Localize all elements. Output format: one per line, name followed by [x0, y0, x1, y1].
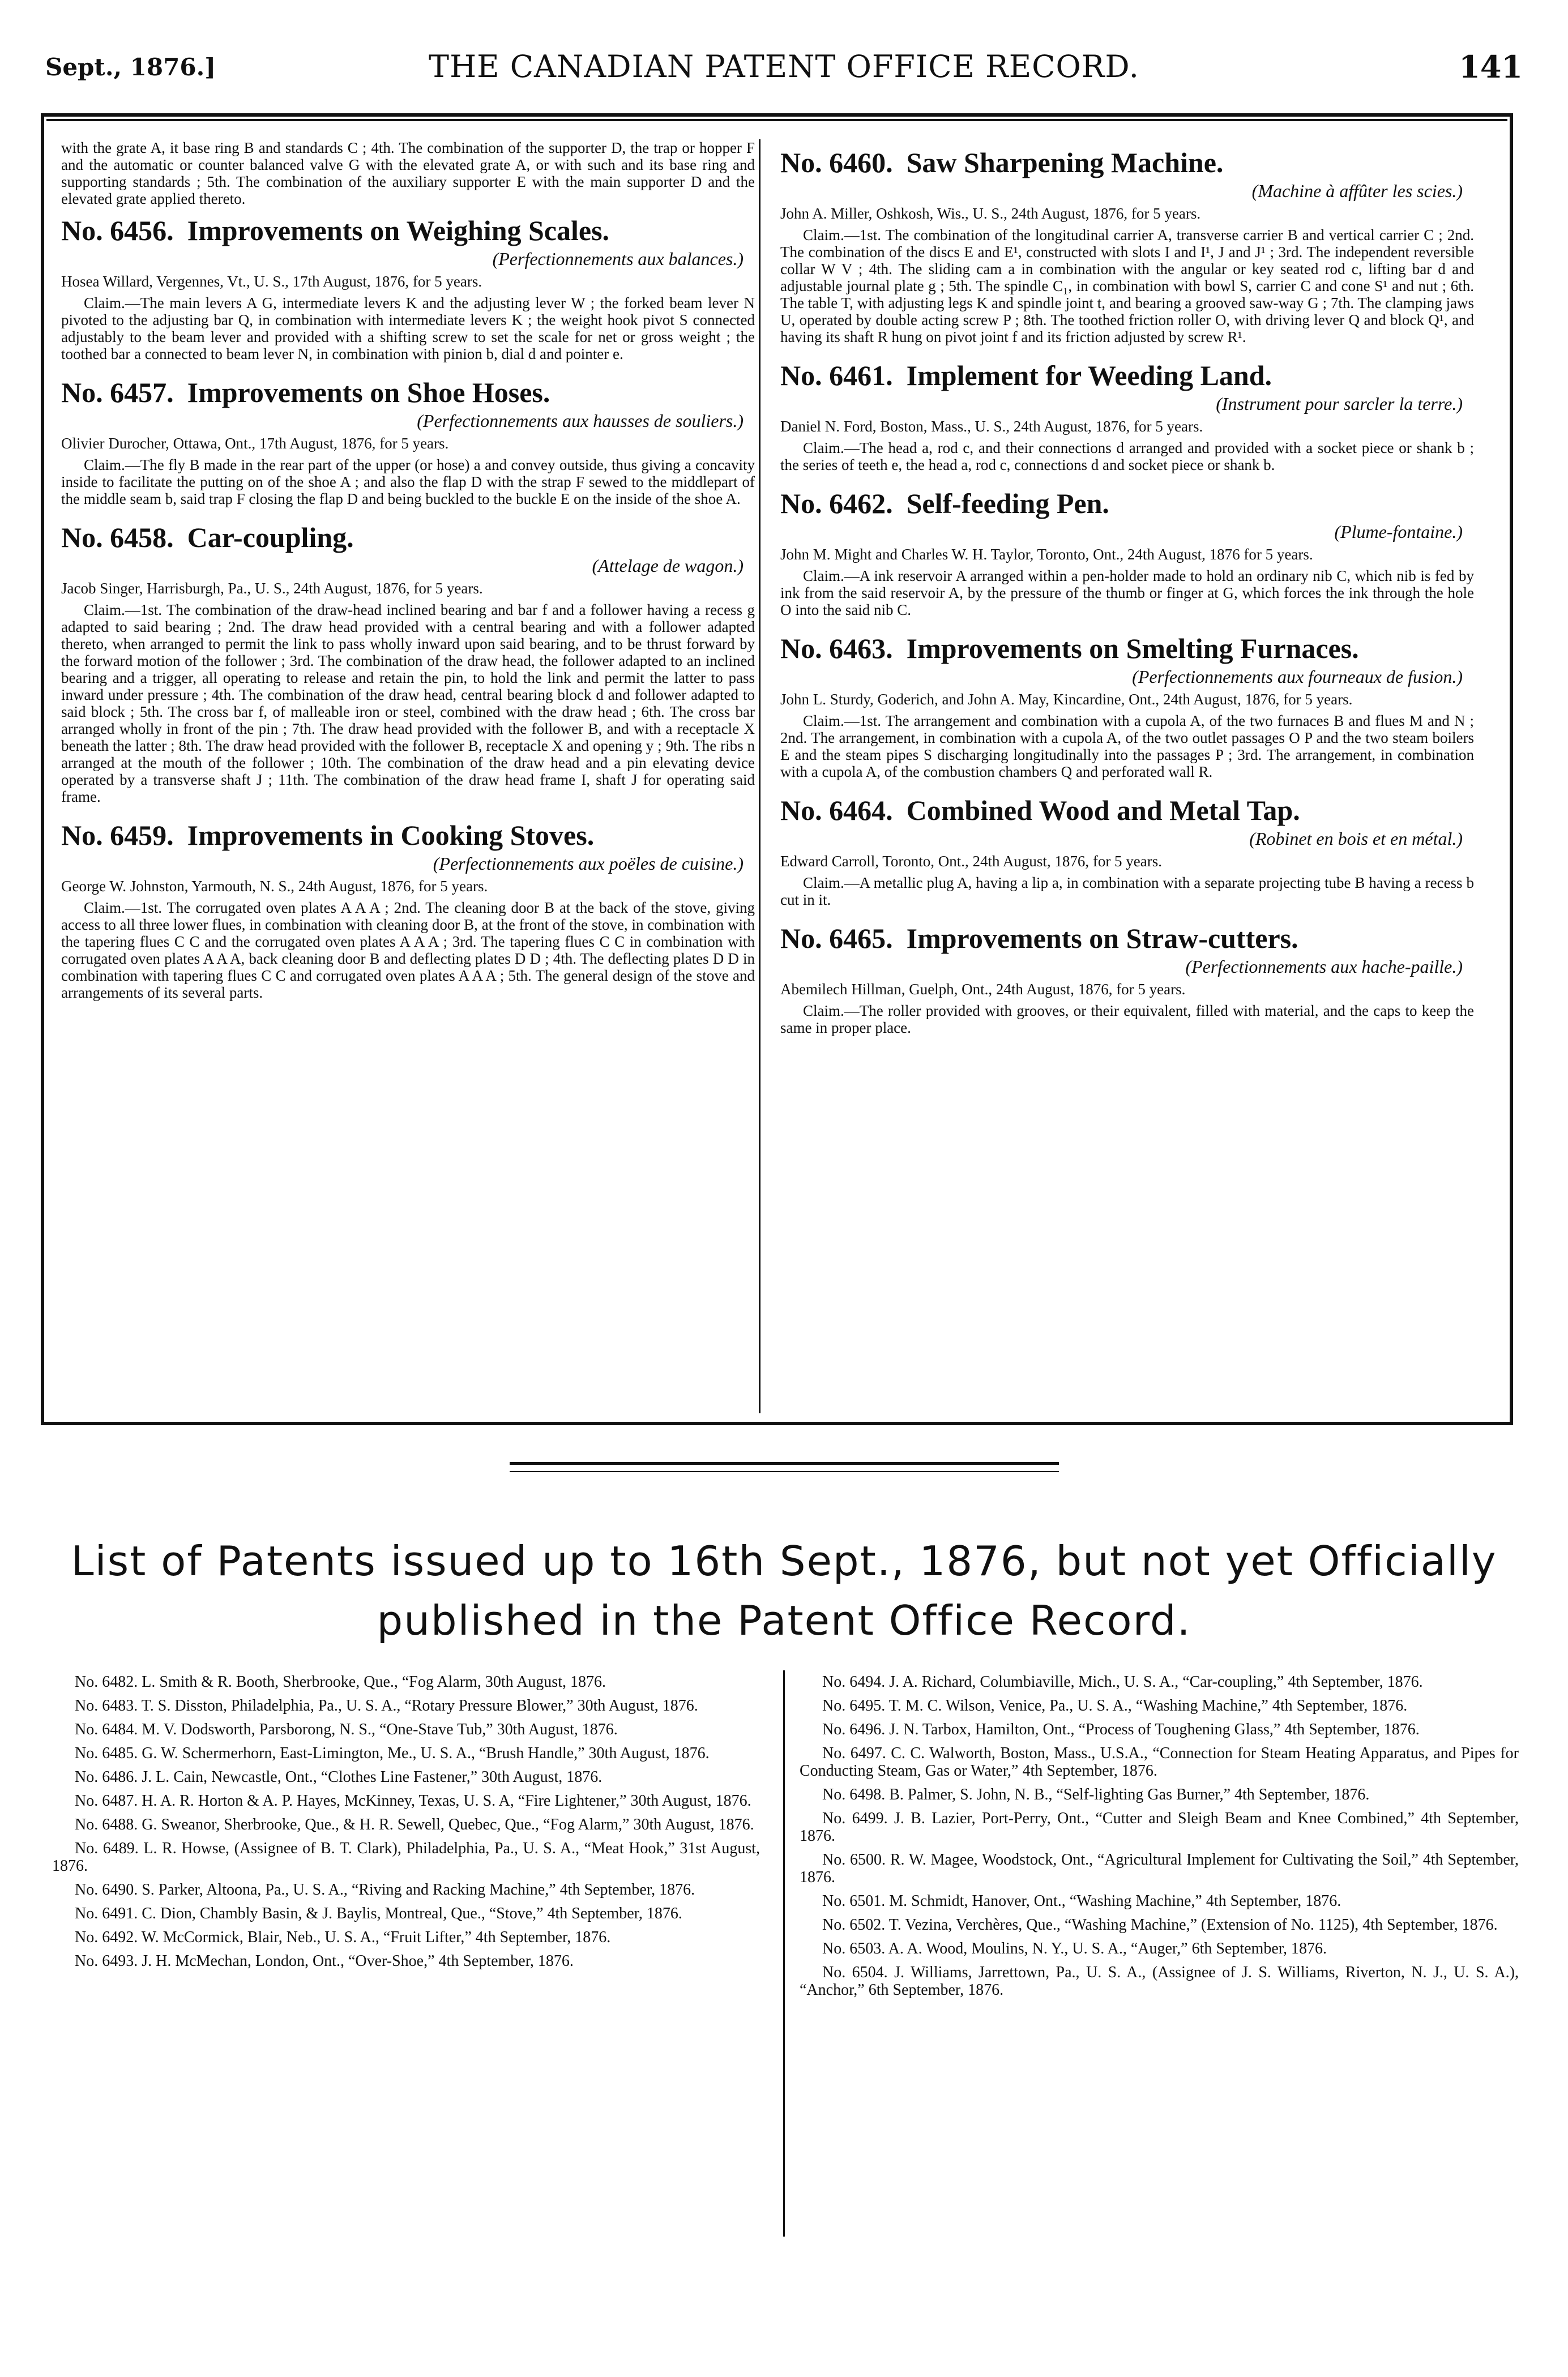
list-item: No. 6492. W. McCormick, Blair, Neb., U. S. A., “Fruit Lifter,” 4th September, 1876. — [75, 1929, 611, 1946]
patent-entry — [780, 631, 1474, 780]
patent-inventor: Edward Carroll, Toronto, Ont., 24th August, 1876, for 5 years. — [780, 853, 1163, 870]
list-column-divider — [783, 1670, 785, 2237]
patent-french-title: (Robinet en bois et en métal.) — [1249, 828, 1463, 849]
header-title: THE CANADIAN PATENT OFFICE RECORD. — [429, 49, 1139, 84]
patent-entry — [780, 921, 1474, 1036]
patent-heading — [780, 145, 1474, 180]
patent-heading — [780, 486, 1474, 521]
list-item: No. 6500. R. W. Magee, Woodstock, Ont., “Agricultural Implement for Cultivating the Soil,” 4th September, 1876. — [800, 1851, 1519, 1886]
patent-french-title: (Plume-fontaine.) — [1334, 521, 1463, 542]
patent-claim: Claim.—The main levers A G, intermediate levers K and the adjusting lever W ; the forked beam lever N pivoted to the adjusting bar Q, in combination with intermediate levers K ; the weight hook pivot S connected adjustably to the beam lever and provided with a shifting screw to set the scale for net or gross weight ; the toothed bar a connected to beam lever N, in combination with pinion b, dial d and pointer e. — [61, 294, 755, 362]
patent-claim: Claim.—1st. The combination of the draw-head inclined bearing and bar f and a follower having a recess g adapted to said bearing ; 2nd. The draw head provided with a central bearing and with a follower adapted thereto, when arranged to permit the link to pass wholly inward upon said bearing, and to be thrust forward by the forward motion of the follower ; 3rd. The combination of the draw head, the follower adapted to an inclined bearing and a trigger, all operating to release and retain the pin, to hold the link and permit the latter to pass inward under pressure ; 4th. The combination of the draw head, central bearing block d and follower adapted to said block ; 5th. The cross bar f, of malleable iron or steel, combined with the draw head ; 6th. The cross bar arranged wholly in front of the pin ; 7th. The draw head provided with the follower B, and with a receptacle X beneath the latter ; 8th. The draw head provided with the follower B, receptacle X and opening y ; 9th. The ribs n arranged at the mouth of the follower ; 10th. The combination of the draw head and a pin elevating device operated by a transverse shaft J ; 11th. The combination of the draw head frame I, shaft J for operating said frame. — [61, 601, 755, 805]
list-item: No. 6490. S. Parker, Altoona, Pa., U. S. A., “Riving and Racking Machine,” 4th September, 1876. — [75, 1881, 695, 1899]
list-item: No. 6483. T. S. Disston, Philadelphia, Pa., U. S. A., “Rotary Pressure Blower,” 30th August, 1876. — [75, 1697, 698, 1715]
list-item: No. 6504. J. Williams, Jarrettown, Pa., U. S. A., (Assignee of J. S. Williams, Riverton, N. J., U. S. A.), “Anchor,” 6th September, 1876. — [800, 1964, 1519, 1999]
patent-title: Improvements on Weighing Scales. — [187, 215, 610, 246]
list-item: No. 6498. B. Palmer, S. John, N. B., “Self-lighting Gas Burner,” 4th September, 1876. — [822, 1786, 1370, 1803]
patent-list-left — [52, 1673, 760, 1976]
patent-inventor: Daniel N. Ford, Boston, Mass., U. S., 24th August, 1876, for 5 years. — [780, 418, 1203, 435]
list-item: No. 6489. L. R. Howse, (Assignee of B. T. Clark), Philadelphia, Pa., U. S. A., “Meat Hook,” 31st August, 1876. — [52, 1840, 760, 1875]
list-item: No. 6488. G. Sweanor, Sherbrooke, Que., & H. R. Sewell, Quebec, Que., “Fog Alarm,” 30th August, 1876. — [75, 1816, 754, 1833]
patent-entry — [780, 145, 1474, 345]
patent-heading — [61, 818, 755, 853]
patent-heading — [780, 921, 1474, 956]
patent-inventor: Jacob Singer, Harrisburgh, Pa., U. S., 24th August, 1876, for 5 years. — [61, 580, 483, 597]
patent-entry — [61, 213, 755, 362]
patent-number: No. 6465. — [780, 922, 893, 954]
left-column — [61, 139, 755, 1014]
patent-inventor: George W. Johnston, Yarmouth, N. S., 24th August, 1876, for 5 years. — [61, 878, 488, 895]
list-item: No. 6502. T. Vezina, Verchères, Que., “Washing Machine,” (Extension of No. 1125), 4th September, 1876. — [822, 1916, 1498, 1934]
patent-entries-frame — [41, 113, 1513, 1425]
patent-title: Saw Sharpening Machine. — [906, 147, 1224, 178]
patent-entry — [780, 793, 1474, 908]
list-item: No. 6491. C. Dion, Chambly Basin, & J. Baylis, Montreal, Que., “Stove,” 4th September, 1876. — [75, 1905, 682, 1922]
patent-heading — [61, 375, 755, 410]
list-item: No. 6501. M. Schmidt, Hanover, Ont., “Washing Machine,” 4th September, 1876. — [822, 1892, 1341, 1910]
list-item: No. 6499. J. B. Lazier, Port-Perry, Ont., “Cutter and Sleigh Beam and Knee Combined,” 4th September, 1876. — [800, 1810, 1519, 1845]
patent-claim: Claim.—The fly B made in the rear part of the upper (or hose) a and convey outside, thus giving a concavity inside to facilitate the putting on of the shoe A ; and also the flap D with the strap F sewed to the middlepart of the middle seam b, said trap F closing the flap D and being buckled to the buckle E on the inside of the shoe A. — [61, 456, 755, 507]
patent-inventor: Hosea Willard, Vergennes, Vt., U. S., 17th August, 1876, for 5 years. — [61, 273, 482, 290]
patent-french-title: (Perfectionnements aux hache-paille.) — [1185, 956, 1463, 977]
patent-number: No. 6457. — [61, 377, 174, 408]
list-title: List of Patents issued up to 16th Sept., 1876, but not yet Officially published in the Patent Office Record. — [71, 1537, 1497, 1644]
continuation-text: with the grate A, it base ring B and standards C ; 4th. The combination of the supporter D, the trap or hopper F and the automatic or counter balanced valve G with the elevated grate A, or with such and its base ring and supporting standards ; 5th. The combination of the auxiliary supporter E with the main supporter D and the elevated grate applied thereto. — [61, 139, 755, 207]
list-item: No. 6495. T. M. C. Wilson, Venice, Pa., U. S. A., “Washing Machine,” 4th September, 1876. — [822, 1697, 1408, 1715]
patent-heading — [780, 358, 1474, 393]
patent-french-title: (Perfectionnements aux poëles de cuisine.) — [433, 853, 744, 874]
list-item: No. 6494. J. A. Richard, Columbiaville, Mich., U. S. A., “Car-coupling,” 4th September, 1876. — [822, 1673, 1423, 1691]
list-item: No. 6493. J. H. McMechan, London, Ont., “Over-Shoe,” 4th September, 1876. — [75, 1952, 574, 1970]
patent-claim: Claim.—1st. The arrangement and combination with a cupola A, of the two furnaces B and flues M and N ; 2nd. The arrangement, in combination with a cupola A, of the two outlet passages O P and the two steam boilers E and the steam pipes S discharging longitudinally into the passages P ; 3rd. The arrangement, in combination with a cupola A, of the combustion chambers Q and perforated wall R. — [780, 712, 1474, 780]
patent-number: No. 6456. — [61, 215, 174, 246]
patent-french-title: (Instrument pour sarcler la terre.) — [1216, 394, 1463, 414]
patent-number: No. 6458. — [61, 521, 174, 553]
patent-title: Combined Wood and Metal Tap. — [906, 794, 1300, 826]
patent-heading — [61, 213, 755, 248]
patent-inventor: John L. Sturdy, Goderich, and John A. May, Kincardine, Ont., 24th August, 1876, for 5 years. — [780, 691, 1353, 708]
patent-french-title: (Perfectionnements aux fourneaux de fusion.) — [1132, 666, 1463, 687]
patent-title: Car-coupling. — [187, 521, 354, 553]
patent-number: No. 6460. — [780, 147, 893, 178]
patent-entry — [61, 818, 755, 1001]
patent-title: Improvements in Cooking Stoves. — [187, 819, 595, 851]
patent-inventor: Olivier Durocher, Ottawa, Ont., 17th August, 1876, for 5 years. — [61, 435, 449, 452]
patent-french-title: (Machine à affûter les scies.) — [1251, 181, 1463, 201]
running-header — [45, 49, 1523, 88]
patent-list-right — [800, 1673, 1519, 2005]
patent-number: No. 6461. — [780, 360, 893, 391]
patent-number: No. 6462. — [780, 488, 893, 519]
separator-rule-thin — [510, 1471, 1059, 1472]
patent-french-title: (Perfectionnements aux hausses de souliers.) — [417, 411, 744, 431]
patent-number: No. 6463. — [780, 632, 893, 664]
patent-claim: Claim.—1st. The corrugated oven plates A A A ; 2nd. The cleaning door B at the back of the stove, giving access to all three lower flues, in combination with cleaning door B, at the front of the stove, in combination with the tapering flues C C and the corrugated oven plates A A A ; 3rd. The tapering flues C C in combination with corrugated oven plates A A A, back cleaning door B and deflecting plates D D ; 4th. The deflecting plates D D in combination with tapering flues C C and corrugated oven plates A A A ; 5th. The general design of the stove and arrangements of its several parts. — [61, 899, 755, 1001]
list-item: No. 6482. L. Smith & R. Booth, Sherbrooke, Que., “Fog Alarm, 30th August, 1876. — [75, 1673, 606, 1691]
list-item: No. 6497. C. C. Walworth, Boston, Mass., U.S.A., “Connection for Steam Heating Apparatus, and Pipes for Conducting Steam, Gas or Water,” 4th September, 1876. — [800, 1745, 1519, 1780]
patent-title: Implement for Weeding Land. — [906, 360, 1272, 391]
list-item: No. 6487. H. A. R. Horton & A. P. Hayes, McKinney, Texas, U. S. A, “Fire Lightener,” 30th August, 1876. — [75, 1792, 751, 1810]
patent-entry — [61, 520, 755, 805]
separator-rule-thick — [510, 1462, 1059, 1465]
list-item: No. 6503. A. A. Wood, Moulins, N. Y., U. S. A., “Auger,” 6th September, 1876. — [822, 1940, 1327, 1957]
list-item: No. 6486. J. L. Cain, Newcastle, Ont., “Clothes Line Fastener,” 30th August, 1876. — [75, 1768, 603, 1786]
patent-claim: Claim.—A ink reservoir A arranged within a pen-holder made to hold an ordinary nib C, which nib is fed by ink from the said reservoir A, by the pressure of the thumb or finger at G, which forces the ink through the hole O into the said nib C. — [780, 567, 1474, 618]
patent-heading — [61, 520, 755, 555]
patent-title: Self-feeding Pen. — [906, 488, 1109, 519]
patent-inventor: John M. Might and Charles W. H. Taylor, Toronto, Ont., 24th August, 1876 for 5 years. — [780, 546, 1313, 563]
patent-heading — [780, 793, 1474, 828]
patent-heading — [780, 631, 1474, 666]
list-item: No. 6484. M. V. Dodsworth, Parsborong, N. S., “One-Stave Tub,” 30th August, 1876. — [75, 1721, 618, 1738]
header-page-number: 141 — [1459, 49, 1523, 85]
patent-inventor: John A. Miller, Oshkosh, Wis., U. S., 24th August, 1876, for 5 years. — [780, 205, 1201, 222]
patent-entry — [780, 486, 1474, 618]
patent-claim: Claim.—1st. The combination of the longitudinal carrier A, transverse carrier B and vertical carrier C ; 2nd. The combination of the discs E and E¹, constructed with slots I and I¹, J and J¹ ; 3rd. The independent reversible collar W V ; 4th. The sliding cam a in combination with the angular or key seated rod c, lifting bar d and adjustable journal plate g ; 5th. The spindle C₁, in combination with bowl S, carrier C and cone S¹ and nut ; 6th. The table T, with adjusting legs K and spindle joint t, and bearing a grooved saw-way G ; 7th. The clamping jaws U, operated by double acting screw P ; 8th. The toothed friction roller O, with driving lever Q and block Q¹, and having its shaft R hung on pivot joint f and its friction adjusted by screw R¹. — [780, 226, 1474, 345]
patent-title: Improvements on Straw-cutters. — [906, 922, 1298, 954]
patent-french-title: (Attelage de wagon.) — [592, 555, 744, 576]
patent-claim: Claim.—A metallic plug A, having a lip a, in combination with a separate projecting tube B having a recess b cut in it. — [780, 874, 1474, 908]
list-item: No. 6496. J. N. Tarbox, Hamilton, Ont., “Process of Toughening Glass,” 4th September, 1876. — [822, 1721, 1420, 1738]
patent-title: Improvements on Shoe Hoses. — [187, 377, 550, 408]
patent-french-title: (Perfectionnements aux balances.) — [492, 249, 744, 269]
column-divider — [759, 139, 760, 1413]
patent-inventor: Abemilech Hillman, Guelph, Ont., 24th August, 1876, for 5 years. — [780, 981, 1186, 998]
right-column — [780, 139, 1474, 1049]
patent-claim: Claim.—The head a, rod c, and their connections d arranged and provided with a socket piece or shank b ; the series of teeth e, the head a, rod c, connections d and socket piece or shank b. — [780, 439, 1474, 473]
header-date: Sept., 1876.] — [45, 53, 216, 81]
patent-entry — [61, 375, 755, 507]
list-item: No. 6485. G. W. Schermerhorn, East-Limington, Me., U. S. A., “Brush Handle,” 30th August, 1876. — [75, 1745, 710, 1762]
patent-number: No. 6459. — [61, 819, 174, 851]
patent-entry — [780, 358, 1474, 473]
patent-number: No. 6464. — [780, 794, 893, 826]
patent-claim: Claim.—The roller provided with grooves, or their equivalent, filled with material, and the caps to keep the same in proper place. — [780, 1002, 1474, 1036]
patent-title: Improvements on Smelting Furnaces. — [906, 632, 1359, 664]
